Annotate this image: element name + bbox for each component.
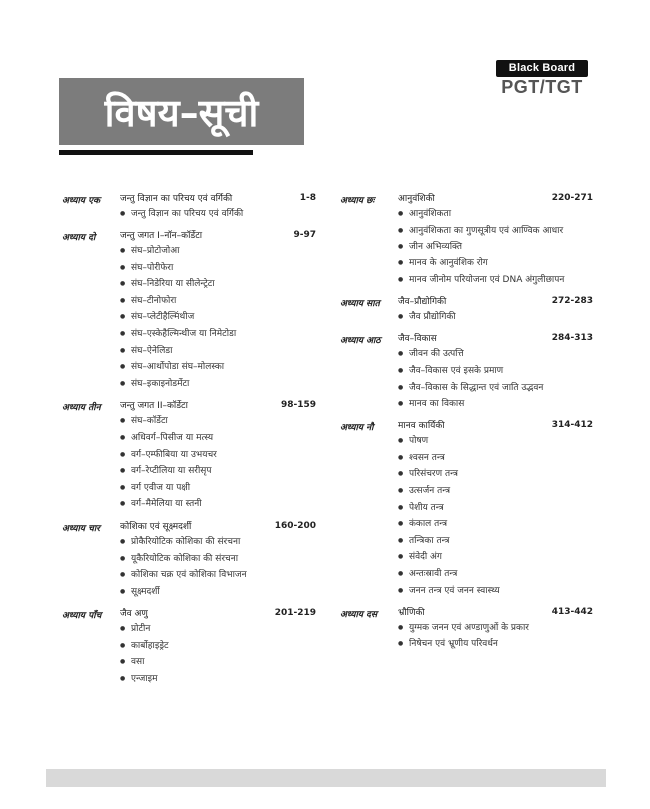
topic-item bbox=[120, 584, 316, 601]
chapter-entry bbox=[62, 608, 316, 687]
chapter-title: जैव–प्रौद्योगिकी bbox=[398, 296, 447, 307]
chapter-entry bbox=[62, 521, 316, 600]
chapter-entry bbox=[340, 420, 593, 599]
topic-text: ● युग्मक जनन एवं अण्डाणुओं के प्रकार bbox=[409, 623, 529, 634]
chapter-entry bbox=[340, 333, 593, 412]
title-underline bbox=[59, 150, 253, 155]
topic-text: संवेदी अंग bbox=[409, 552, 443, 563]
chapter-title: जैव–विकास bbox=[398, 334, 437, 345]
topic-text: संघ–आर्थोपोडा संघ–मोलस्का bbox=[131, 362, 225, 373]
page-title: विषय–सूची bbox=[59, 78, 304, 145]
topic-item bbox=[398, 363, 593, 380]
chapter-label: अध्याय दस bbox=[340, 610, 378, 621]
chapter-title: आनुवंशिकी bbox=[398, 194, 435, 204]
chapter-title: मानव कार्यिकी bbox=[398, 421, 445, 432]
topic-item bbox=[120, 343, 316, 360]
chapter-pages: 314-412 bbox=[551, 420, 593, 431]
chapter-entry bbox=[340, 193, 593, 288]
topic-text: ● आनुवंशिकता का गुणसूत्रीय एवं आण्विक आधार bbox=[409, 225, 564, 236]
topic-text: मानव के आनुवंशिक रोग bbox=[409, 258, 488, 269]
topic-text: पेशीय तन्त्र bbox=[409, 502, 444, 513]
topic-text: संघ–प्रोटोजोआ bbox=[131, 246, 180, 256]
chapter-title: जैव अणु bbox=[120, 609, 148, 620]
topic-text: अन्तःस्रावी तन्त्र bbox=[409, 568, 458, 579]
chapter-label: अध्याय तीन bbox=[62, 403, 101, 414]
topic-text: संघ–प्लेटीहैल्मिंथीज bbox=[131, 312, 195, 323]
chapter-pages: 9-97 bbox=[293, 230, 316, 240]
topic-item bbox=[120, 551, 316, 568]
chapter-entry bbox=[62, 193, 316, 222]
topic-text: जैव–विकास एवं इसके प्रमाण bbox=[409, 365, 504, 376]
topic-item bbox=[398, 346, 593, 363]
topic-item bbox=[120, 638, 316, 655]
topic-text: जनन तन्त्र एवं जनन स्वास्थ्य bbox=[409, 585, 500, 596]
chapter-label: अध्याय नौ bbox=[340, 423, 374, 434]
topic-list bbox=[398, 620, 593, 653]
topic-item bbox=[120, 413, 316, 430]
topic-text: वर्ग–मैमेलिया या स्तनी bbox=[131, 499, 202, 510]
chapter-pages: 201-219 bbox=[274, 608, 316, 619]
topic-item bbox=[120, 326, 316, 343]
topic-item bbox=[398, 566, 593, 583]
topic-item bbox=[398, 516, 593, 533]
topic-item bbox=[120, 359, 316, 376]
topic-item bbox=[398, 255, 593, 272]
topic-item bbox=[398, 272, 593, 288]
topic-item bbox=[398, 620, 593, 636]
topic-item bbox=[120, 243, 316, 260]
chapter-title: जन्तु जगत I–नॉन–कॉर्डेटा bbox=[120, 231, 203, 241]
chapter-title: कोशिका एवं सूक्ष्मदर्शी bbox=[120, 521, 192, 532]
topic-item bbox=[398, 223, 593, 239]
chapter-entry bbox=[340, 607, 593, 653]
topic-text: प्रोटीन bbox=[131, 624, 151, 635]
topic-text: सूक्ष्मदर्शी bbox=[131, 586, 160, 597]
topic-item bbox=[120, 671, 316, 688]
topic-item bbox=[398, 239, 593, 256]
topic-text: कोशिका चक्र एवं कोशिका विभाजन bbox=[131, 570, 247, 581]
topic-item bbox=[120, 293, 316, 310]
topic-text: जीन अभिव्यक्ति bbox=[409, 241, 462, 252]
topic-text: उत्सर्जन तन्त्र bbox=[409, 485, 451, 496]
topic-item bbox=[120, 276, 316, 293]
topic-item bbox=[120, 496, 316, 513]
topic-item bbox=[398, 500, 593, 517]
topic-text: संघ–इकाइनोडर्मेटा bbox=[131, 378, 190, 389]
topic-text: जीवन की उत्पत्ति bbox=[409, 349, 464, 360]
topic-text: ● जन्तु विज्ञान का परिचय एवं वर्गिकी bbox=[131, 209, 244, 219]
topic-item bbox=[398, 549, 593, 566]
topic-text: मानव का विकास bbox=[409, 398, 465, 409]
topic-item bbox=[120, 480, 316, 497]
topic-list bbox=[398, 346, 593, 412]
topic-text: वर्ग एवीज या पक्षी bbox=[131, 482, 191, 493]
topic-item bbox=[120, 309, 316, 326]
topic-text: परिसंचरण तन्त्र bbox=[409, 469, 458, 480]
topic-item bbox=[398, 396, 593, 413]
topic-list bbox=[120, 243, 316, 392]
footer-bar bbox=[46, 769, 606, 787]
contents-right-column bbox=[340, 193, 593, 661]
topic-list bbox=[398, 433, 593, 599]
topic-item bbox=[398, 206, 593, 223]
topic-text: कार्बोहाइड्रेट bbox=[131, 640, 169, 651]
topic-item bbox=[398, 483, 593, 500]
topic-item bbox=[398, 450, 593, 467]
topic-list bbox=[120, 621, 316, 687]
topic-text: संघ–एस्केहैल्मिन्थीज या निमेटोडा bbox=[131, 328, 237, 339]
topic-text: संघ–निडेरिया या सीलेन्ट्रेटा bbox=[131, 279, 215, 290]
chapter-pages: 272-283 bbox=[551, 295, 593, 306]
topic-text: श्वसन तन्त्र bbox=[409, 452, 445, 463]
topic-text: यूकैरियोटिक कोशिका की संरचना bbox=[131, 553, 239, 564]
topic-item bbox=[120, 463, 316, 480]
chapter-title: भ्रौणिकी bbox=[398, 608, 425, 619]
topic-text: कंकाल तन्त्र bbox=[409, 519, 448, 530]
topic-text: ● मानव जीनोम परियोजना एवं DNA अंगुलीछापन bbox=[409, 274, 565, 285]
topic-item bbox=[120, 430, 316, 447]
topic-item bbox=[398, 583, 593, 600]
topic-item bbox=[120, 376, 316, 393]
topic-item bbox=[398, 533, 593, 550]
topic-text: निषेचन एवं भ्रूणीय परिवर्धन bbox=[409, 639, 498, 650]
chapter-label: अध्याय छः bbox=[340, 196, 375, 206]
topic-text: एन्जाइम bbox=[131, 674, 158, 685]
topic-list bbox=[120, 206, 316, 222]
brand-logo bbox=[496, 60, 588, 97]
chapter-title: जन्तु जगत II–कॉर्डेटा bbox=[120, 401, 188, 412]
topic-item bbox=[398, 466, 593, 483]
chapter-label: अध्याय चार bbox=[62, 523, 100, 534]
topic-item bbox=[398, 309, 593, 326]
topic-item bbox=[120, 654, 316, 671]
chapter-label: अध्याय सात bbox=[340, 298, 380, 309]
chapter-pages: 1-8 bbox=[299, 193, 316, 203]
topic-item bbox=[120, 260, 316, 277]
chapter-label: अध्याय आठ bbox=[340, 336, 381, 347]
brand-logo-bottom: PGT/TGT bbox=[501, 77, 583, 97]
topic-text: जैव प्रौद्योगिकी bbox=[409, 311, 456, 322]
chapter-pages: 220-271 bbox=[551, 193, 593, 203]
topic-text: संघ–ऐनेलिडा bbox=[131, 345, 173, 356]
topic-item bbox=[120, 534, 316, 551]
chapter-pages: 160-200 bbox=[274, 520, 316, 531]
topic-text: पोषण bbox=[409, 436, 429, 447]
topic-text: संघ–पोरीफेरा bbox=[131, 262, 174, 273]
chapter-pages: 284-313 bbox=[551, 333, 593, 344]
topic-text: प्रोकैरियोटिक कोशिका की संरचना bbox=[131, 536, 241, 547]
chapter-label: अध्याय पाँच bbox=[62, 611, 102, 622]
topic-text: संघ–टीनोफोरा bbox=[131, 295, 177, 306]
topic-item bbox=[120, 206, 316, 222]
chapter-pages: 413-442 bbox=[551, 607, 593, 618]
topic-item bbox=[398, 433, 593, 450]
chapter-pages: 98-159 bbox=[280, 400, 316, 411]
topic-item bbox=[120, 567, 316, 584]
topic-text: आनुवंशिकता bbox=[409, 209, 452, 219]
topic-list bbox=[398, 206, 593, 288]
topic-text: ● जैव–विकास के सिद्धान्त एवं जाति उद्भवन bbox=[409, 382, 544, 393]
topic-text: वर्ग–एम्फीबिया या उभयचर bbox=[131, 449, 217, 460]
chapter-title: जन्तु विज्ञान का परिचय एवं वर्गिकी bbox=[120, 194, 233, 204]
contents-left-column bbox=[62, 193, 316, 696]
topic-list bbox=[120, 413, 316, 513]
chapter-entry bbox=[340, 296, 593, 326]
topic-text: अधिवर्ग–पिसीज या मत्स्य bbox=[131, 432, 214, 443]
chapter-label: अध्याय एक bbox=[62, 196, 101, 206]
chapter-entry bbox=[62, 400, 316, 513]
topic-text: संघ–कॉर्डेटा bbox=[131, 416, 168, 427]
brand-logo-top: Black Board bbox=[496, 60, 588, 77]
topic-item bbox=[398, 636, 593, 653]
topic-text: वसा bbox=[131, 657, 145, 668]
chapter-entry bbox=[62, 230, 316, 392]
chapter-label: अध्याय दो bbox=[62, 233, 96, 243]
topic-text: वर्ग–रेप्टीलिया या सरीसृप bbox=[131, 466, 212, 477]
topic-item bbox=[120, 621, 316, 638]
topic-item bbox=[120, 447, 316, 464]
topic-item bbox=[398, 380, 593, 396]
topic-text: तन्त्रिका तन्त्र bbox=[409, 535, 450, 546]
topic-list bbox=[120, 534, 316, 600]
topic-list bbox=[398, 309, 593, 326]
